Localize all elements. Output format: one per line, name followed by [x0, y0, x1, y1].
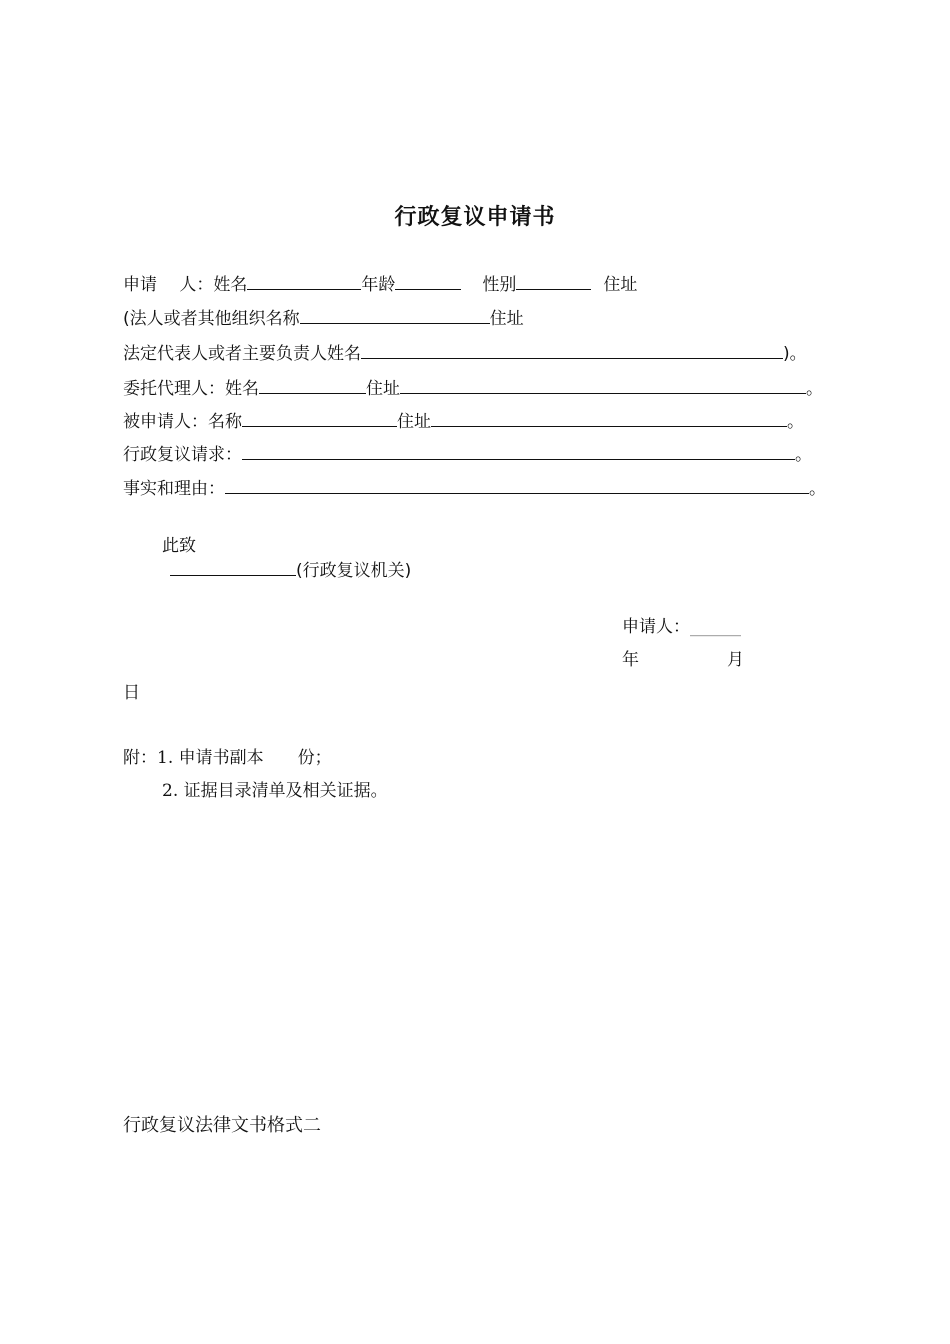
- applicant-line: [123, 273, 637, 296]
- salutation: 此致: [162, 536, 196, 556]
- gender-label: 性别: [482, 275, 517, 295]
- attachment-item-2: 2. 证据目录清单及相关证据。: [162, 781, 388, 801]
- age-label: 年龄: [361, 275, 396, 295]
- signature-day: 日: [123, 683, 140, 703]
- gender-blank[interactable]: [516, 273, 591, 290]
- respondent-address-blank[interactable]: [431, 410, 787, 427]
- request-label: 行政复议请求：: [123, 445, 242, 465]
- respondent-address-label: 住址: [397, 412, 431, 432]
- request-line: [123, 443, 812, 466]
- signature-line: [622, 616, 741, 638]
- name-label: 姓名: [213, 275, 248, 295]
- footer-heading: 行政复议法律文书格式二: [123, 1115, 321, 1136]
- applicant-label: 申请 人：: [123, 275, 214, 295]
- respondent-end: 。: [787, 412, 804, 432]
- org-name-label: (法人或者其他组织名称: [123, 309, 300, 329]
- respondent-name-label: 名称: [208, 412, 242, 432]
- org-name-blank[interactable]: [300, 307, 490, 324]
- respondent-line: [123, 410, 804, 433]
- respondent-label: 被申请人：: [123, 412, 208, 432]
- name-blank[interactable]: [247, 273, 361, 290]
- signature-applicant-label: 申请人：: [622, 617, 690, 637]
- agent-end: 。: [806, 379, 823, 399]
- signature-applicant-blank[interactable]: ______: [690, 617, 741, 637]
- representative-close: )。: [783, 344, 807, 364]
- agent-line: [123, 377, 823, 400]
- request-end: 。: [795, 445, 812, 465]
- representative-label: 法定代表人或者主要负责人姓名: [123, 344, 361, 364]
- representative-line: [123, 342, 807, 365]
- organization-line: [123, 307, 524, 330]
- agent-address-label: 住址: [366, 379, 400, 399]
- attachment-1: [123, 747, 332, 769]
- representative-blank[interactable]: [361, 342, 783, 359]
- facts-blank[interactable]: [225, 477, 809, 494]
- facts-label: 事实和理由：: [123, 479, 225, 499]
- agent-label: 委托代理人：: [123, 379, 225, 399]
- facts-end: 。: [809, 479, 826, 499]
- signature-year: 年: [622, 650, 639, 670]
- authority-line: [170, 559, 411, 582]
- attachment-item-1: 1. 申请书副本 份；: [157, 748, 332, 768]
- request-blank[interactable]: [242, 443, 795, 460]
- agent-name-label: 姓名: [225, 379, 259, 399]
- facts-line: [123, 477, 826, 500]
- agent-address-blank[interactable]: [400, 377, 806, 394]
- authority-label: (行政复议机关): [296, 561, 412, 581]
- attachments-label: 附：: [123, 748, 157, 768]
- address-label: 住址: [603, 275, 638, 295]
- agent-name-blank[interactable]: [259, 377, 366, 394]
- respondent-name-blank[interactable]: [242, 410, 397, 427]
- authority-blank[interactable]: [170, 559, 296, 576]
- org-address-label: 住址: [489, 309, 524, 329]
- document-title: 行政复议申请书: [394, 204, 556, 230]
- age-blank[interactable]: [395, 273, 461, 290]
- signature-month: 月: [727, 650, 744, 670]
